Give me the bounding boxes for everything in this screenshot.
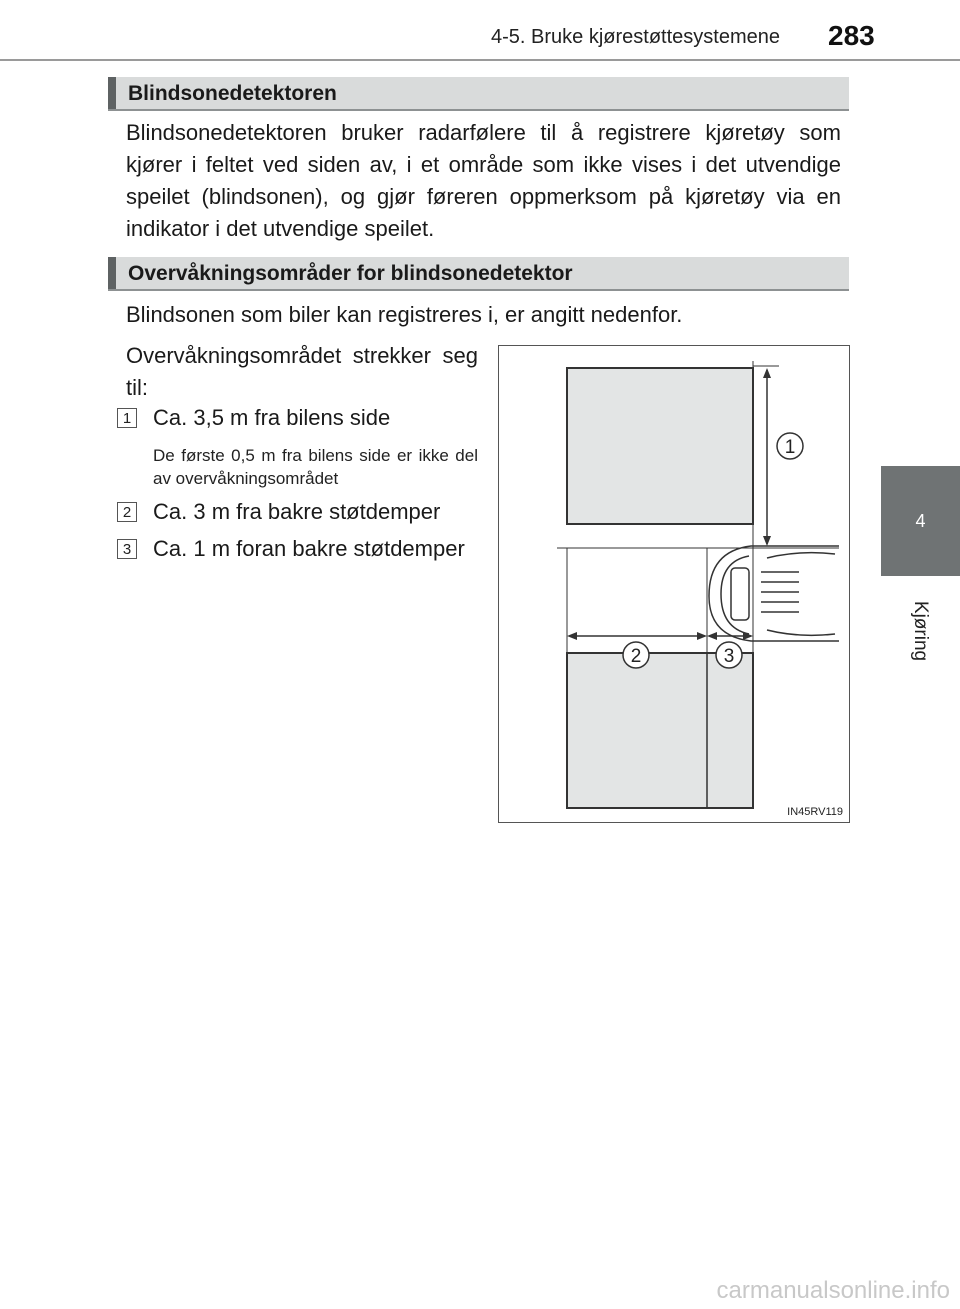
chapter-number: 4	[915, 510, 926, 531]
watermark: carmanualsonline.info	[716, 1277, 950, 1304]
diagram-drawing	[499, 346, 851, 824]
chapter-label: Kjøring	[910, 600, 931, 662]
heading-accent-bar	[108, 77, 116, 109]
list-item: Ca. 3 m fra bakre støtdemper	[153, 499, 441, 524]
heading-accent-bar	[108, 257, 116, 289]
item-number-3: 3	[117, 539, 137, 559]
zone-upper	[567, 368, 753, 524]
section-body: Blindsonedetektoren bruker radarfølere til å registrere kjøretøy som kjører i feltet ved siden av, i et område som ikke vises i det utvendige speilet (blindsonen), og gjør føreren oppmerksom på kjøretøy via en indikator i det utvendige speilet.	[126, 120, 841, 241]
item-number-1: 1	[117, 408, 137, 428]
running-header: 4-5. Bruke kjørestøttesystemene	[491, 26, 780, 48]
section-title: Blindsonedetektoren	[128, 82, 337, 105]
list-lead: Overvåkningsområdet strekker seg til:	[126, 343, 478, 400]
zone-lower	[567, 653, 753, 808]
section-heading-omrader	[108, 257, 849, 291]
car-outline	[709, 546, 839, 641]
callout-1-label: 1	[784, 437, 796, 458]
section-heading-blindsone	[108, 77, 849, 111]
item-number-2: 2	[117, 502, 137, 522]
section-title: Overvåkningsområder for blindsonedetektor	[128, 262, 573, 285]
section-intro: Blindsonen som biler kan registreres i, er angitt nedenfor.	[126, 302, 683, 327]
list-item: Ca. 3,5 m fra bilens side	[153, 405, 391, 430]
list-item-note: De første 0,5 m fra bilens side er ikke del av overvåkningsområdet	[153, 446, 478, 488]
callout-2-label: 2	[630, 646, 642, 667]
callout-3-label: 3	[723, 646, 735, 667]
header-divider	[0, 59, 960, 61]
list-item: Ca. 1 m foran bakre støtdemper	[153, 536, 465, 561]
figure-code: IN45RV119	[787, 806, 843, 818]
blind-spot-diagram	[498, 345, 850, 823]
chapter-tab[interactable]	[881, 466, 960, 576]
page-number: 283	[828, 20, 875, 51]
page-header	[0, 0, 960, 60]
